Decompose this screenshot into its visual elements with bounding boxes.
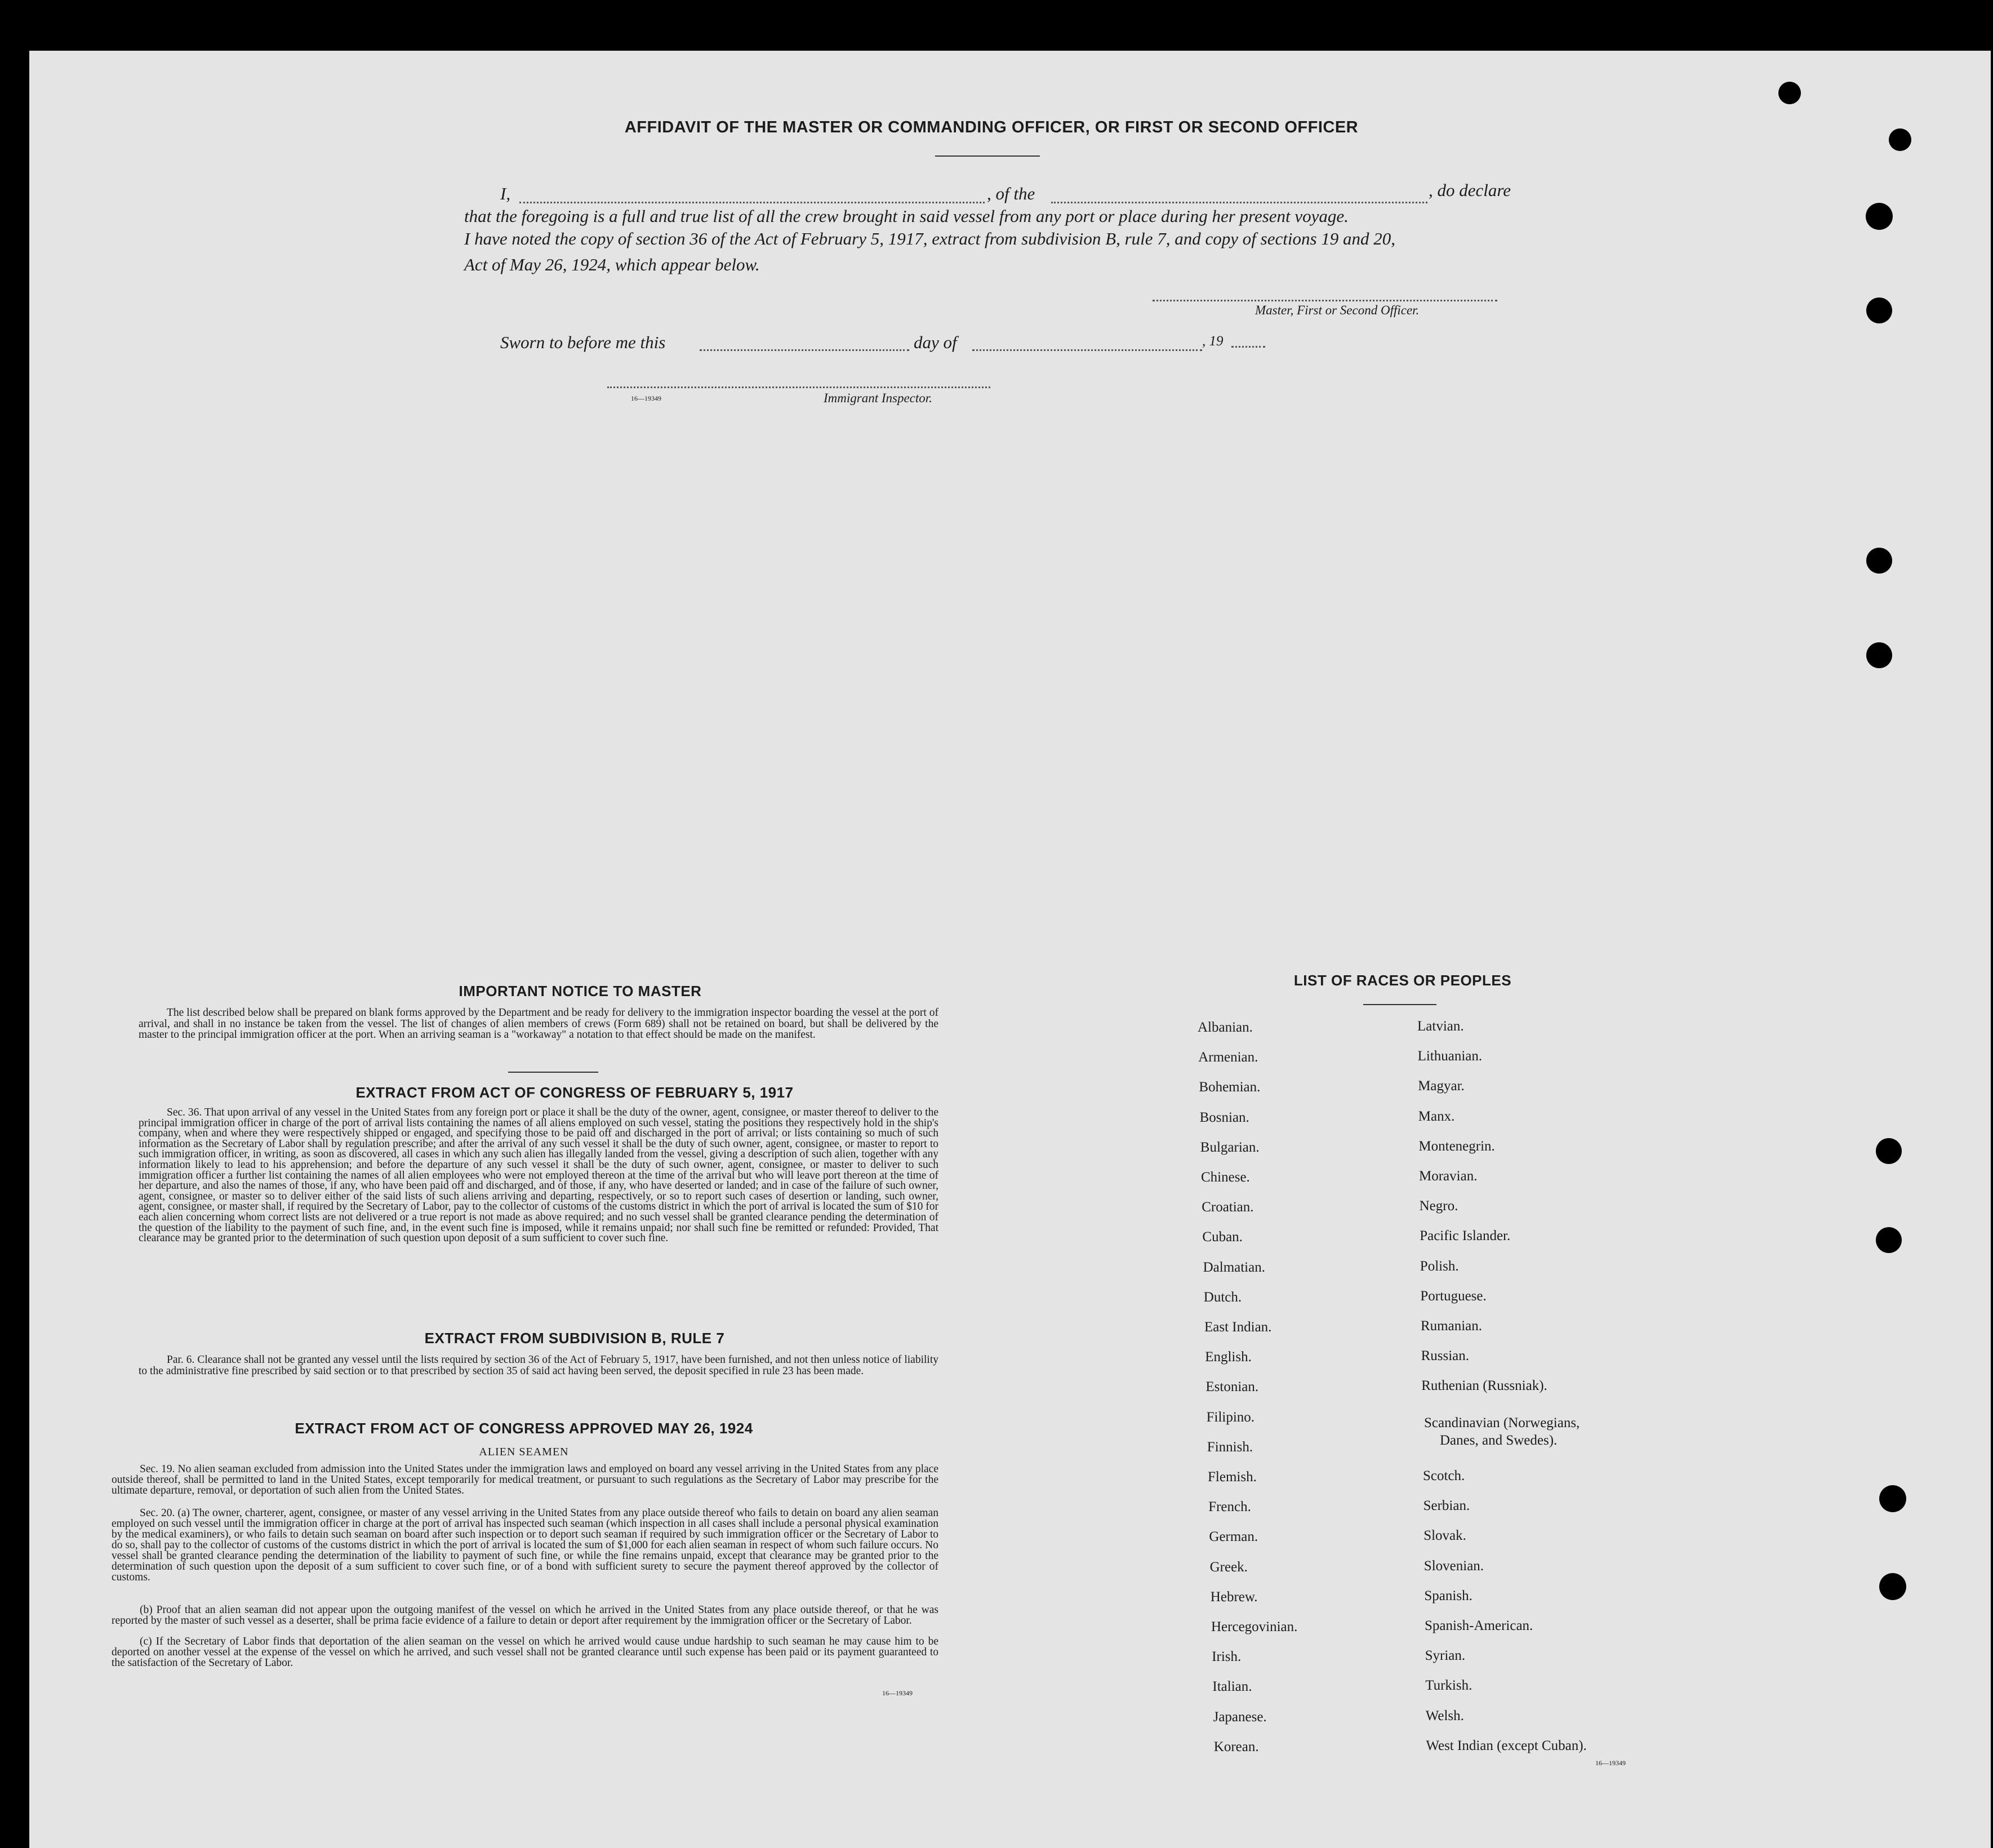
race-item: Filipino. <box>1206 1409 1255 1425</box>
sworn-year-field[interactable] <box>1231 346 1265 348</box>
extract-1924-sec19: Sec. 19. No alien seaman excluded from admission into the United States under the immigration laws and employed on board any vessel arriving in the United States from any place outside thereof, shall be permitted to land in the United States, except temporarily for medical treatment, or pursuant to such regulations as the Secretary of Labor may prescribe for the ultimate departure, removal, or deportation of such alien from the United States. <box>112 1463 938 1496</box>
extract-1924-sec20c: (c) If the Secretary of Labor finds that deportation of the alien seaman on the vessel on which he arrived would cause undue hardship to such seaman he may cause him to be deported on another vessel at the expense of the vessel on which he arrived, and such vessel shall not be granted clearance until such expense has been paid or its payment guaranteed to the satisfaction of the Secretary of Labor. <box>112 1636 938 1669</box>
sworn-before-label: Sworn to before me this <box>500 332 666 352</box>
race-scandinavian-line1: Scandinavian (Norwegians, <box>1424 1415 1580 1431</box>
race-item: Montenegrin. <box>1418 1138 1495 1154</box>
race-item: Slovak. <box>1423 1528 1466 1544</box>
punch-hole <box>1879 1485 1906 1512</box>
race-item: Irish. <box>1212 1649 1242 1665</box>
of-the-label: , of the <box>987 184 1035 203</box>
extract-1924-subtitle: ALIEN SEAMEN <box>479 1446 569 1458</box>
inspector-signature-field[interactable] <box>607 387 990 388</box>
sworn-month-field[interactable] <box>972 349 1202 351</box>
extract-form-number: 16—19349 <box>882 1689 913 1697</box>
race-item: East Indian. <box>1204 1320 1272 1335</box>
punch-hole <box>1879 1573 1906 1600</box>
extract-rule7-body: Par. 6. Clearance shall not be granted any vessel until the lists required by section 36 of the Act of February 5, 1917, have been furnished, and not then unless notice of liability to the administrative fine prescribed by said section or to that prescribed by section 35 of said act having been served, the deposit specified in rule 23 has been made. <box>139 1354 938 1377</box>
punch-hole <box>1866 548 1892 574</box>
race-item: Spanish. <box>1424 1588 1472 1603</box>
race-item: Cuban. <box>1202 1229 1243 1245</box>
race-item: Russian. <box>1421 1348 1470 1364</box>
race-item: Japanese. <box>1213 1709 1267 1725</box>
race-item: Spanish-American. <box>1425 1618 1533 1633</box>
extract-1917-title: EXTRACT FROM ACT OF CONGRESS OF FEBRUARY 5, 1917 <box>355 1084 794 1101</box>
race-item: Albanian. <box>1198 1020 1253 1035</box>
race-item: Rumanian. <box>1421 1318 1483 1334</box>
race-item: Negro. <box>1419 1198 1458 1214</box>
race-item: Manx. <box>1418 1108 1455 1124</box>
notice-body: The list described below shall be prepared on blank forms approved by the Department and be ready for delivery to the immigration inspector boarding the vessel at the port of arrival, and shall in no instance be taken from the vessel. The list of changes of alien members of crews (Form 689) shall not be retained on board, but shall be delivered by the master to the principal immigration officer at the port. When an arriving seaman is a "workaway" a notation to that effect should be made on the manifest. <box>139 1007 938 1041</box>
race-item: English. <box>1205 1349 1252 1365</box>
race-item: Chinese. <box>1201 1170 1250 1185</box>
race-scandinavian-line2: Danes, and Swedes). <box>1440 1433 1558 1448</box>
punch-hole <box>1778 82 1801 104</box>
punch-hole <box>1866 203 1893 230</box>
punch-hole <box>1876 1138 1902 1164</box>
race-item: Flemish. <box>1208 1469 1257 1485</box>
race-item: Italian. <box>1212 1679 1252 1695</box>
declarant-name-field[interactable] <box>519 202 985 203</box>
affidavit-line-2: that the foregoing is a full and true list of all the crew brought in said vessel from any port or place during her present voyage. <box>464 206 1349 226</box>
extract-1924-sec20a: Sec. 20. (a) The owner, charterer, agent, consignee, or master of any vessel arriving in the United States from any place outside thereof who fails to detain on board any alien seaman employed on such vessel until the immigration officer in charge at the port of arrival has inspected such seaman (which inspection in all cases shall include a personal physical examination by the medical examiners), or who fails to detain such seaman on board after such inspection or to deport such seaman if required by such immigration officer or the Secretary of Labor to do so, shall pay to the collector of customs of the customs district in which the port of arrival is located the sum of $1,000 for each alien seaman in respect of whom such failure occurs. No vessel shall be granted clearance pending the determination of the liability to payment of such fine, or while the fine remains unpaid, except that clearance may be granted prior to the determination of such question upon the deposit of a sum sufficient to cover such fine, or of a bond with sufficient surety to secure the payment thereof approved by the collector of customs. <box>112 1507 938 1583</box>
race-item: Pacific Islander. <box>1420 1228 1511 1244</box>
punch-hole <box>1889 128 1911 151</box>
race-item: Latvian. <box>1417 1019 1464 1034</box>
race-item: Magyar. <box>1418 1078 1465 1094</box>
race-item: Hebrew. <box>1210 1589 1258 1605</box>
notice-divider <box>508 1072 598 1073</box>
race-item: Hercegovinian. <box>1211 1619 1298 1634</box>
race-item: Lithuanian. <box>1417 1049 1483 1064</box>
race-item: Estonian. <box>1205 1379 1259 1395</box>
race-item: Moravian. <box>1419 1169 1478 1184</box>
race-item: Bulgarian. <box>1200 1139 1260 1155</box>
race-item: Syrian. <box>1425 1648 1466 1664</box>
declarant-prefix: I, <box>500 184 511 203</box>
affidavit-line-3: I have noted the copy of section 36 of the Act of February 5, 1917, extract from subdivision B, rule 7, and copy of sections 19 and 20, <box>464 229 1396 248</box>
master-signature-label: Master, First or Second Officer. <box>1255 303 1420 317</box>
do-declare-label: , do declare <box>1429 180 1511 200</box>
race-item: Slovenian. <box>1423 1558 1484 1574</box>
punch-hole <box>1866 297 1892 323</box>
notice-title: IMPORTANT NOTICE TO MASTER <box>459 983 702 999</box>
extract-rule7-title: EXTRACT FROM SUBDIVISION B, RULE 7 <box>424 1330 725 1347</box>
races-form-number: 16—19349 <box>1595 1759 1626 1767</box>
extract-1924-title: EXTRACT FROM ACT OF CONGRESS APPROVED MAY 26, 1924 <box>295 1420 753 1437</box>
form-number: 16—19349 <box>631 394 661 402</box>
extract-1917-body: Sec. 36. That upon arrival of any vessel in the United States from any foreign port or place it shall be the duty of the owner, agent, consignee, or master thereof to deliver to the principal immigration officer in charge of the port of arrival lists containing the names of all aliens employed on such vessel, stating the positions they respectively hold in the ship's company, when and where they were respectively shipped or engaged, and specifying those to be paid off and discharged in the port of arrival; or lists containing so much of such information as the Secretary of Labor shall by regulation prescribe; and after the arrival of any such vessel it shall be the duty of such owner, agent, consignee, or master to report to such immigration officer, in writing, as soon as discovered, all cases in which any such alien has illegally landed from the vessel, giving a description of such alien, together with any information likely to lead to his apprehension; and before the departure of any such vessel it shall be the duty of such owner, agent, consignee, or master to deliver to such immigration officer a further list containing the names of all alien employees who were not employed thereon at the time of the arrival but who will leave port thereon at the time of her departure, and also the names of those, if any, who have been paid off and discharged, and of those, if any, who have deserted or landed; and in case of the failure of such owner, agent, consignee, or master so to deliver either of the said lists of such aliens arriving and departing, respectively, or so to report such cases of desertion or landing, such owner, agent, consignee, or master shall, if required by the Secretary of Labor, pay to the collector of customs of the customs district in which the port of arrival is located the sum of $10 for each alien concerning whom correct lists are not delivered or a true report is not made as above required; and no such vessel shall be granted clearance pending the determination of the question of the liability to the payment of such fine, and, in the event such fine is imposed, while it remains unpaid; nor shall such fine be remitted or refunded: Provided, That clearance may be granted prior to the determination of such question upon deposit of a sum sufficient to cover such fine. <box>139 1107 938 1245</box>
affidavit-line-4: Act of May 26, 1924, which appear below. <box>464 255 760 274</box>
punch-hole <box>1876 1227 1902 1253</box>
title-underline <box>935 156 1040 157</box>
race-item: Welsh. <box>1425 1708 1464 1723</box>
race-item: Finnish. <box>1207 1439 1253 1455</box>
race-item: Bohemian. <box>1199 1080 1261 1095</box>
race-item: French. <box>1208 1499 1251 1515</box>
race-item: Croatian. <box>1202 1200 1254 1215</box>
punch-hole <box>1866 642 1892 668</box>
sworn-day-field[interactable] <box>700 349 909 351</box>
race-item: Scotch. <box>1423 1468 1465 1483</box>
race-item: Portuguese. <box>1420 1288 1487 1304</box>
inspector-label: Immigrant Inspector. <box>824 391 932 405</box>
year-prefix: , 19 <box>1202 334 1224 349</box>
extract-1924-sec20b: (b) Proof that an alien seaman did not appear upon the outgoing manifest of the vessel on which he arrived in the United States from any place outside thereof, or that he was reported by the master of such vessel as a deserter, shall be prima facie evidence of a failure to detain or deport after requirement by the immigration officer or the Secretary of Labor. <box>112 1604 938 1627</box>
affidavit-title: AFFIDAVIT OF THE MASTER OR COMMANDING OFFICER, OR FIRST OR SECOND OFFICER <box>624 118 1359 136</box>
master-signature-field[interactable] <box>1153 300 1497 301</box>
day-of-label: day of <box>914 332 957 352</box>
race-item: Ruthenian (Russniak). <box>1421 1378 1547 1394</box>
race-item: Serbian. <box>1423 1498 1470 1514</box>
race-item: German. <box>1209 1529 1258 1545</box>
races-title: LIST OF RACES OR PEOPLES <box>1293 972 1512 989</box>
race-item: Greek. <box>1209 1559 1248 1575</box>
race-item: Polish. <box>1420 1258 1459 1274</box>
race-item: Turkish. <box>1425 1678 1472 1694</box>
race-item: Korean. <box>1213 1739 1259 1754</box>
race-item: Armenian. <box>1198 1050 1258 1065</box>
race-item: West Indian (except Cuban). <box>1426 1738 1587 1753</box>
races-divider <box>1363 1004 1436 1005</box>
race-item: Dutch. <box>1203 1289 1242 1305</box>
race-item: Bosnian. <box>1199 1109 1249 1125</box>
race-item: Dalmatian. <box>1203 1259 1265 1275</box>
vessel-name-field[interactable] <box>1051 202 1427 203</box>
